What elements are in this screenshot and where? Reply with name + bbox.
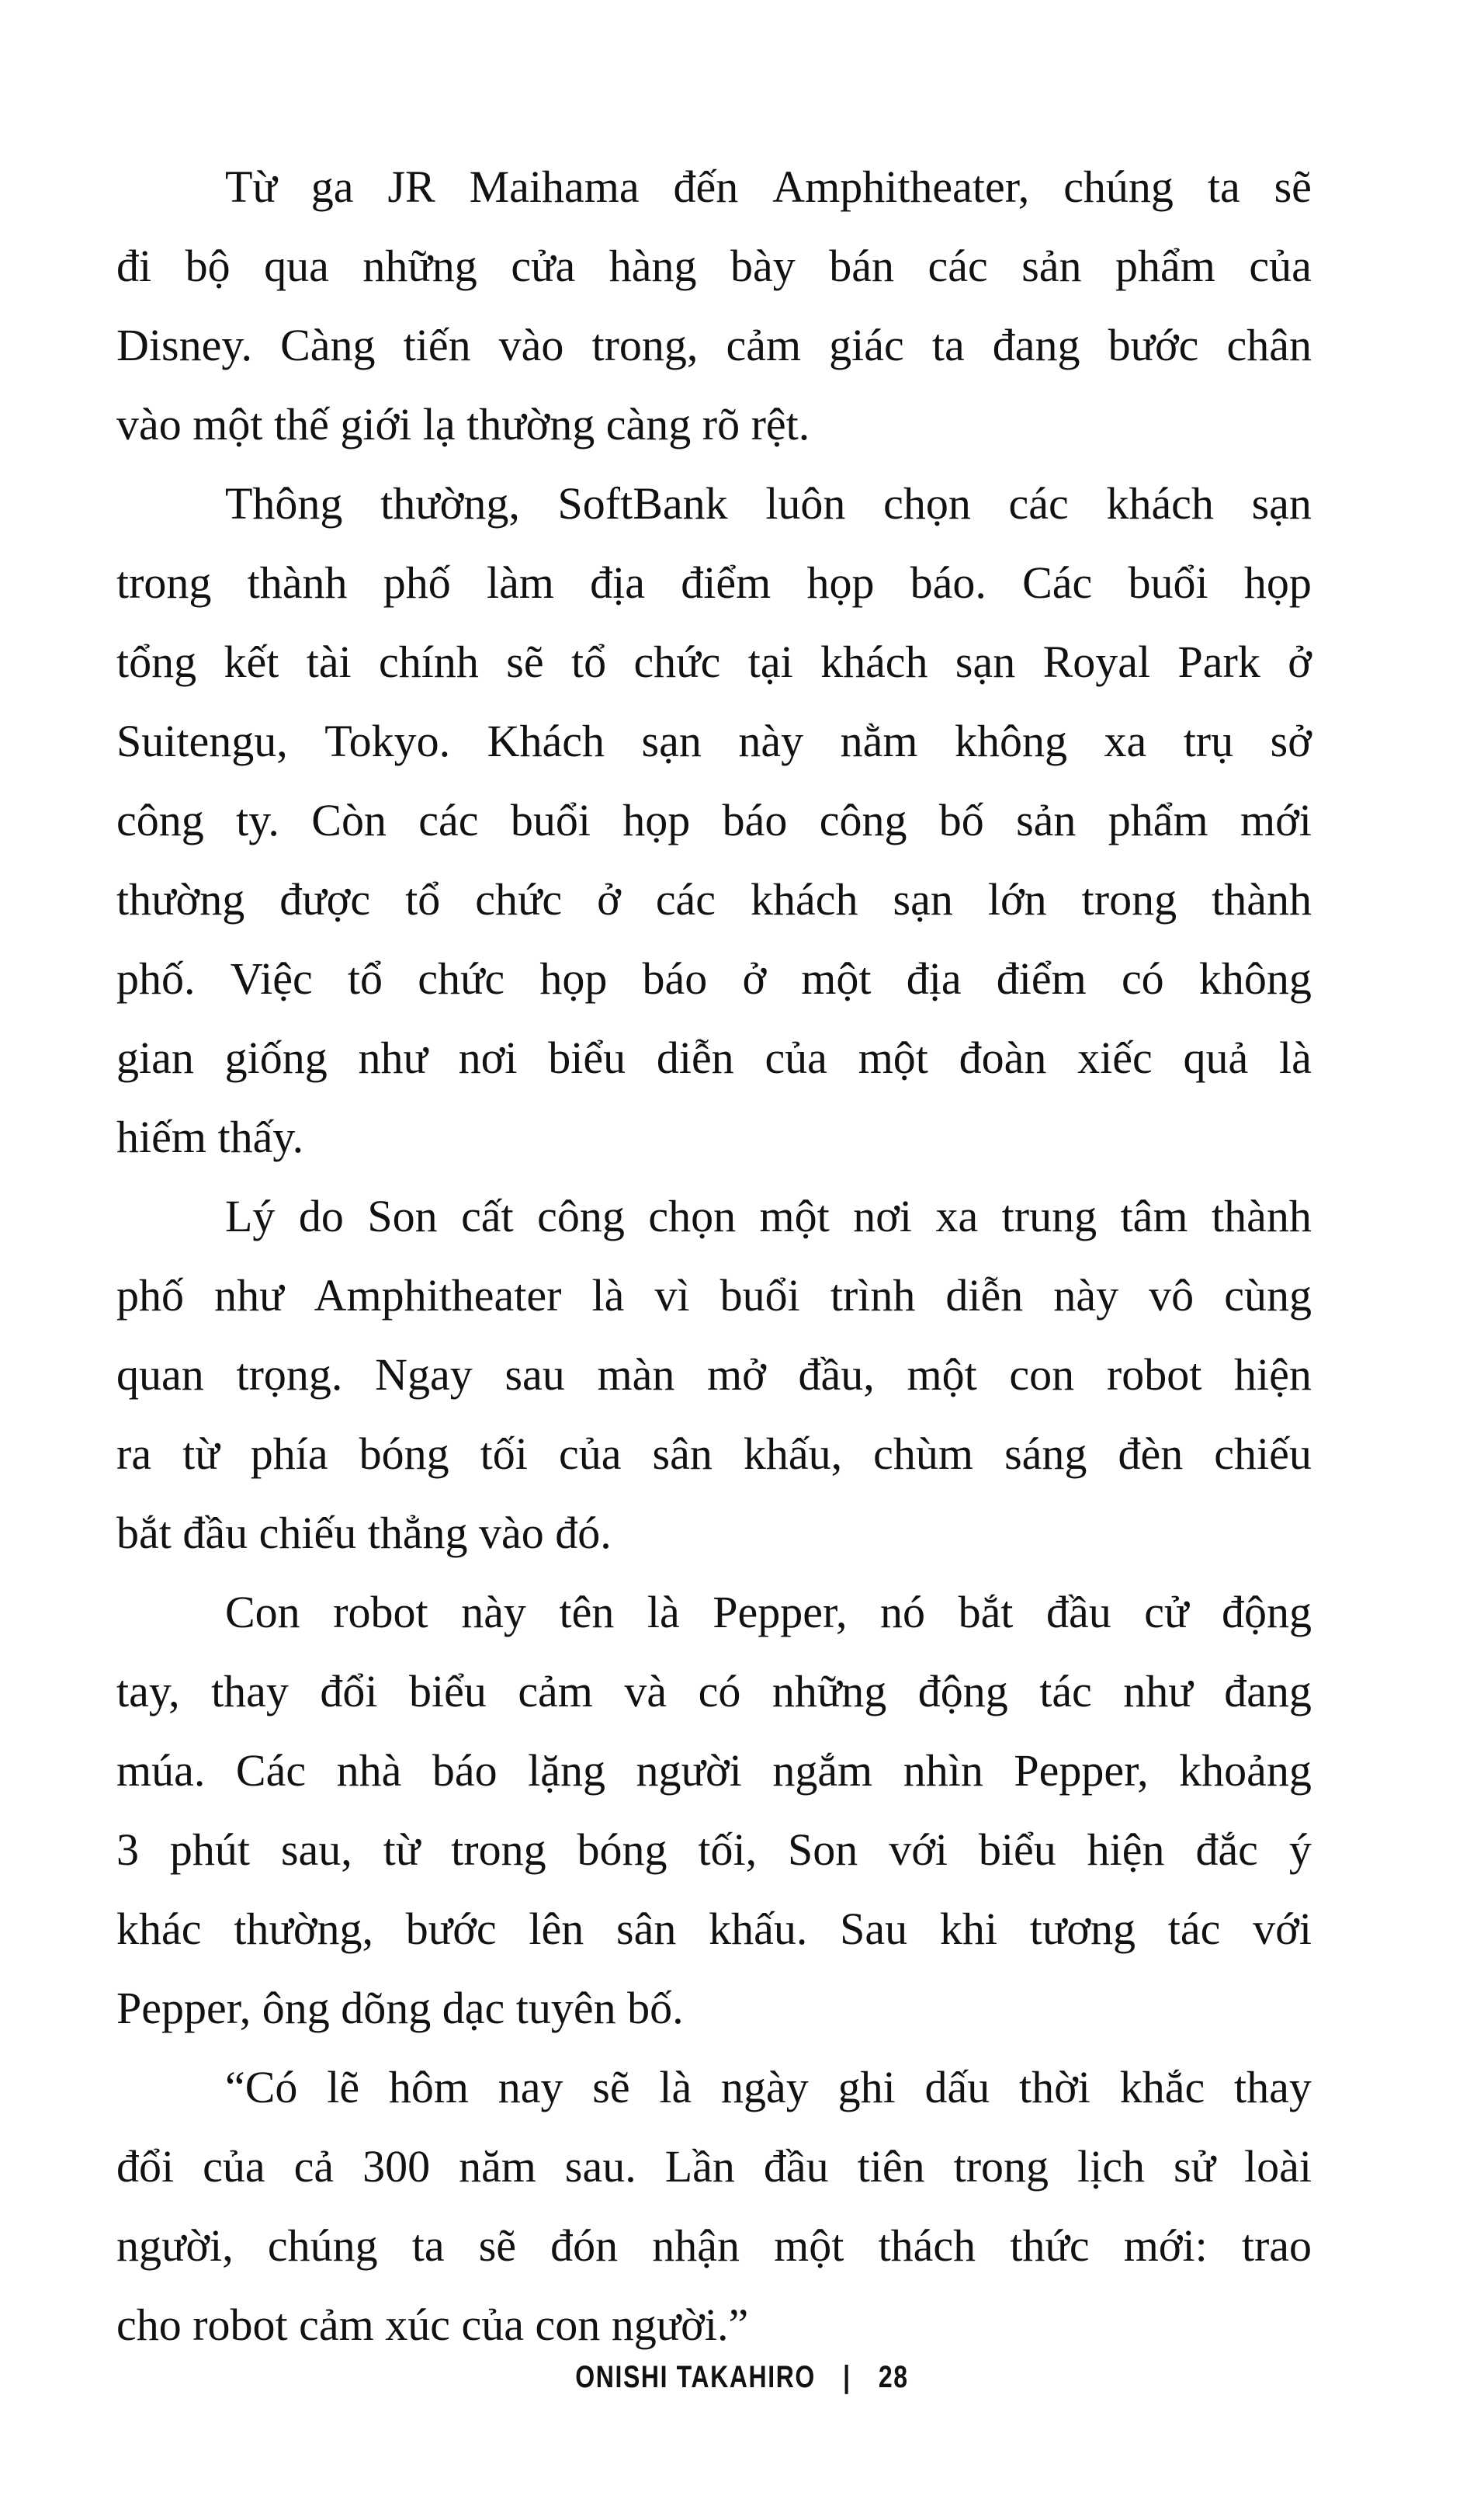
text-line: tay, thay đổi biểu cảm và có những động tác như đang — [116, 1666, 1312, 1716]
text-line: vào một thế giới lạ thường càng rõ rệt. — [116, 399, 810, 449]
text-line: thường được tổ chức ở các khách sạn lớn trong thành — [116, 874, 1312, 925]
paragraph — [116, 464, 1312, 1177]
page-body — [116, 148, 1312, 2365]
text-line: Pepper, ông dõng dạc tuyên bố. — [116, 1983, 684, 2033]
text-line: hiếm thấy. — [116, 1112, 304, 1162]
paragraph — [116, 2048, 1312, 2365]
text-line: Con robot này tên là Pepper, nó bắt đầu cử động — [225, 1587, 1312, 1637]
text-line: 3 phút sau, từ trong bóng tối, Son với biểu hiện đắc ý — [116, 1824, 1312, 1875]
paragraph — [116, 148, 1312, 464]
text-line: cho robot cảm xúc của con người.” — [116, 2299, 749, 2350]
paragraph — [116, 1573, 1312, 2048]
text-line: múa. Các nhà báo lặng người ngắm nhìn Pepper, khoảng — [116, 1745, 1312, 1796]
text-line: công ty. Còn các buổi họp báo công bố sản phẩm mới — [116, 795, 1312, 845]
text-line: bắt đầu chiếu thẳng vào đó. — [116, 1508, 612, 1558]
text-line: phố như Amphitheater là vì buổi trình diễn này vô cùng — [116, 1270, 1312, 1321]
text-line: khác thường, bước lên sân khấu. Sau khi tương tác với — [116, 1904, 1312, 1954]
text-line: đi bộ qua những cửa hàng bày bán các sản phẩm của — [116, 241, 1312, 291]
text-line: quan trọng. Ngay sau màn mở đầu, một con robot hiện — [116, 1349, 1312, 1400]
text-line: “Có lẽ hôm nay sẽ là ngày ghi dấu thời khắc thay — [225, 2062, 1312, 2112]
text-line: người, chúng ta sẽ đón nhận một thách thức mới: trao — [116, 2220, 1312, 2271]
text-line: Thông thường, SoftBank luôn chọn các khách sạn — [225, 478, 1312, 529]
text-line: Suitengu, Tokyo. Khách sạn này nằm không xa trụ sở — [116, 716, 1312, 766]
footer-separator: | — [843, 2360, 851, 2394]
text-line: đổi của cả 300 năm sau. Lần đầu tiên trong lịch sử loài — [116, 2141, 1312, 2192]
text-line: Từ ga JR Maihama đến Amphitheater, chúng ta sẽ — [225, 161, 1312, 212]
text-line: Disney. Càng tiến vào trong, cảm giác ta đang bước chân — [116, 320, 1312, 370]
text-line: ra từ phía bóng tối của sân khấu, chùm sáng đèn chiếu — [116, 1428, 1312, 1479]
page-number: 28 — [878, 2360, 909, 2394]
text-line: phố. Việc tổ chức họp báo ở một địa điểm có không — [116, 953, 1312, 1004]
paragraph — [116, 1177, 1312, 1573]
running-author: ONISHI TAKAHIRO — [575, 2360, 816, 2394]
page-footer — [148, 2360, 1336, 2395]
text-line: Lý do Son cất công chọn một nơi xa trung tâm thành — [225, 1191, 1312, 1241]
text-line: tổng kết tài chính sẽ tổ chức tại khách sạn Royal Park ở — [116, 637, 1312, 687]
text-line: trong thành phố làm địa điểm họp báo. Các buổi họp — [116, 557, 1312, 608]
text-line: gian giống như nơi biểu diễn của một đoàn xiếc quả là — [116, 1033, 1312, 1083]
